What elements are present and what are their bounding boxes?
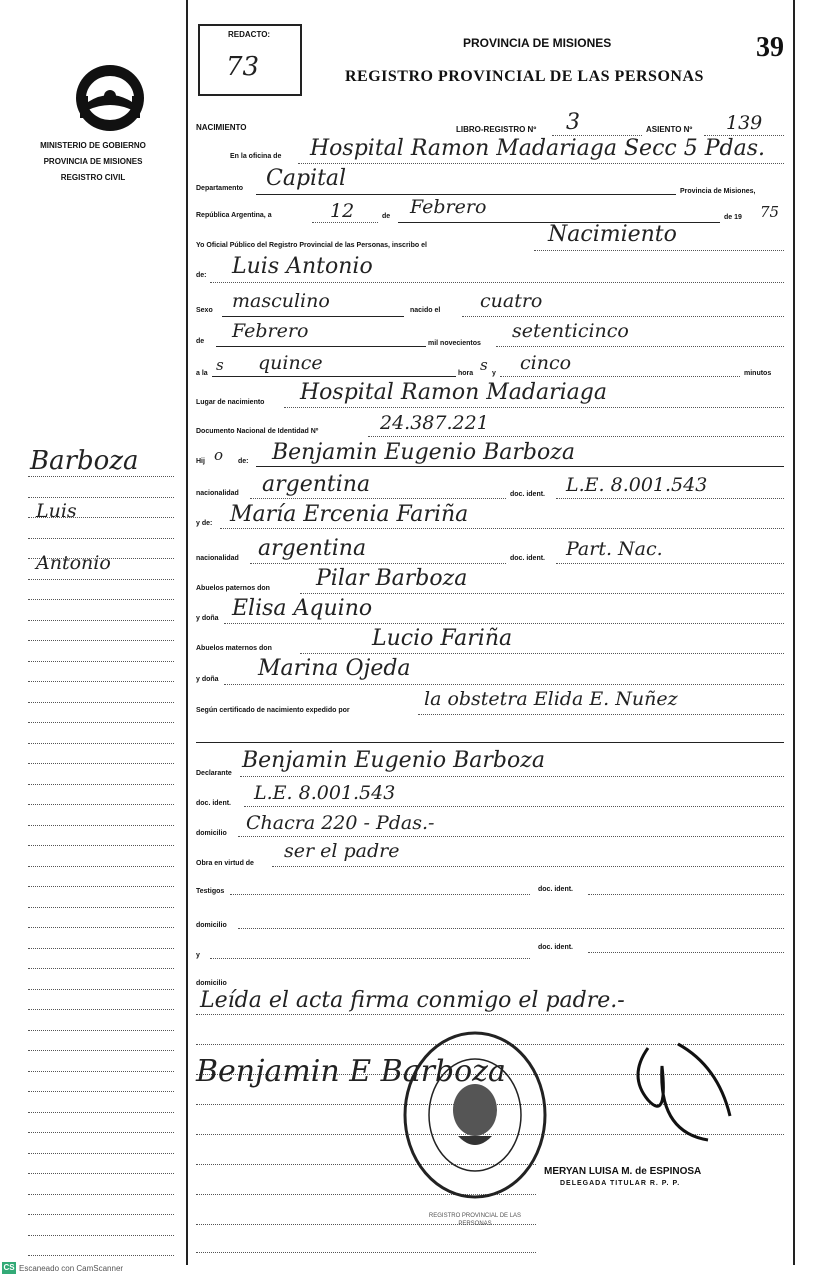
oficial-value: Nacimiento [548,222,677,247]
docident2-value: Part. Nac. [566,538,663,560]
margin-line [186,0,188,1265]
de-label: de [382,213,391,220]
dotline [418,714,784,715]
redacto-label: REDACTO: [228,30,271,39]
rule [196,742,784,743]
rule [222,316,404,317]
dotline [556,563,784,564]
abmat-value: Lucio Fariña [372,626,513,651]
nacimiento-label: NACIMIENTO [196,123,247,132]
margin-dotline [28,845,174,846]
camscanner-icon: CS [3,1263,15,1272]
margin-dotline [28,784,174,785]
margin-dotline [28,968,174,969]
ydona2-value: Marina Ojeda [258,656,411,681]
nac1-value: argentina [262,472,371,497]
margin-dotline [28,579,174,580]
dotline [244,806,784,807]
margin-dotline [28,1009,174,1010]
asiento-value: 139 [726,112,763,134]
domicilio1-label: domicilio [196,830,227,837]
oficina-label: En la oficina de [230,153,282,160]
sexo-value: masculino [232,290,330,312]
docident5-label: doc. ident. [538,944,573,951]
lugar-value: Hospital Ramon Madariaga [300,380,607,405]
dotline [368,436,784,437]
dotline [272,866,784,867]
margin-dotline [28,722,174,723]
oficina-value: Hospital Ramon Madariaga Secc 5 Pdas. [310,136,765,161]
de3-label: de [196,338,205,345]
docident3-value: L.E. 8.001.543 [254,782,396,804]
nombre-value: Luis Antonio [232,254,373,279]
margin-dotline [28,804,174,805]
dotline [250,563,506,564]
dotline [210,282,784,283]
margin-dotline [28,1030,174,1031]
dotline [298,163,784,164]
dotline [500,376,740,377]
officer-name: MERYAN LUISA M. de ESPINOSA [544,1166,702,1177]
margin-dotline [28,989,174,990]
seal-text: REGISTRO PROVINCIAL DE LAS PERSONAS [428,1213,522,1227]
page-number: 39 [756,32,784,63]
mes-value: Febrero [410,196,487,218]
obra-value: ser el padre [284,840,400,862]
hijo-suffix: o [214,446,224,464]
dotline [238,928,784,929]
dotline [220,528,784,529]
margin-dotline [28,702,174,703]
certificado-label: Según certificado de nacimiento expedido por [196,707,350,714]
obra-label: Obra en virtud de [196,860,254,867]
ministry-line: REGISTRO CIVIL [60,173,126,182]
margin-dotline [28,1091,174,1092]
dni-label: Documento Nacional de Identidad Nº [196,428,319,435]
nac1-label: nacionalidad [196,490,239,497]
hora-suffix: s [480,356,488,374]
dotline [238,836,784,837]
margin-dotline [28,1112,174,1113]
margin-dotline [28,886,174,887]
margin-dotline [28,640,174,641]
dotline [300,593,784,594]
nota-value: Leída el acta firma conmigo el padre.- [200,988,625,1013]
domicilio2-label: domicilio [196,922,227,929]
margin-dotline [28,1132,174,1133]
dotline [250,498,506,499]
certificado-value: la obstetra Elida E. Nuñez [424,688,678,710]
asiento-label: ASIENTO Nº [646,125,693,134]
dotline [534,250,784,251]
declarant-signature: Benjamin E Barboza [196,1054,506,1089]
officer-signature [618,1036,768,1146]
coat-of-arms-icon [72,62,148,134]
margin-note-name2: Antonio [36,552,111,574]
margin-dotline [28,1235,174,1236]
y-label: y [492,370,496,377]
dotline [240,776,784,777]
testigos-label: Testigos [196,888,225,895]
margin-dotline [28,599,174,600]
nacido-value: cuatro [480,290,543,312]
domicilio1-value: Chacra 220 - Pdas.- [246,812,435,834]
dni-value: 24.387.221 [380,412,489,434]
margin-dotline [28,1255,174,1256]
redacto-value: 73 [226,52,260,82]
scanner-footer: Escaneado con CamScanner [19,1264,124,1273]
margin-note-surname: Barboza [30,446,139,476]
ministry-line: PROVINCIA DE MISIONES [43,157,143,166]
padre-value: Benjamin Eugenio Barboza [272,440,575,465]
margin-dotline [28,743,174,744]
margin-dotline [28,1194,174,1195]
dotline [196,1014,784,1015]
lugar-label: Lugar de nacimiento [196,399,265,406]
margin-dotline [28,476,174,477]
yde-label: y de: [196,520,213,527]
dotline [588,952,784,953]
ydona1-label: y doña [196,615,219,622]
dia-value: 12 [330,200,355,222]
dotline [224,684,784,685]
margin-dotline [28,620,174,621]
margin-dotline [28,948,174,949]
mes-nac-value: Febrero [232,320,309,342]
dotline [230,894,530,895]
margin-dotline [28,681,174,682]
margin-dotline [28,497,174,498]
hora-value: quince [258,352,323,374]
dotline [496,346,784,347]
declarante-value: Benjamin Eugenio Barboza [242,748,545,773]
margin-dotline [28,825,174,826]
nac2-value: argentina [258,536,367,561]
dotline [300,653,784,654]
abmat-label: Abuelos maternos don [196,645,272,652]
hijo-label: Hij [196,458,205,465]
rule [212,376,456,377]
provincia-label: Provincia de Misiones, [680,188,756,195]
officer-title: DELEGADA TITULAR R. P. P. [560,1180,681,1187]
dotline [312,222,378,223]
dotline [224,623,784,624]
right-edge-line [793,0,795,1265]
margin-dotline [28,1214,174,1215]
ala-label: a la [196,370,208,377]
ala-prefix: s [216,356,224,374]
domicilio3-label: domicilio [196,980,227,987]
dotline [210,958,530,959]
departamento-label: Departamento [196,185,244,192]
dotline [462,316,784,317]
anio-value: 75 [760,203,780,221]
abpat-label: Abuelos paternos don [196,585,270,592]
margin-dotline [28,763,174,764]
ydona1-value: Elisa Aquino [232,596,373,621]
docident3-label: doc. ident. [196,800,231,807]
libro-value: 3 [566,110,580,135]
minutos-value: cinco [520,352,572,374]
margin-dotline [28,866,174,867]
de2-label: de: [196,272,207,279]
dotline [556,498,784,499]
docident4-label: doc. ident. [538,886,573,893]
margin-dotline [28,907,174,908]
abpat-value: Pilar Barboza [316,566,468,591]
margin-dotline [28,1050,174,1051]
nac2-label: nacionalidad [196,555,239,562]
docident1-label: doc. ident. [510,491,545,498]
minutos-label: minutos [744,370,772,377]
anio-nac-value: setenticinco [512,320,629,342]
registry-title: REGISTRO PROVINCIAL DE LAS PERSONAS [345,68,704,85]
redacto-box [198,24,302,96]
form-dotline [196,1252,536,1253]
rule [256,466,784,467]
ministry-line: MINISTERIO DE GOBIERNO [40,141,146,150]
ydona2-label: y doña [196,676,219,683]
anio-label: de 19 [724,214,742,221]
sexo-label: Sexo [196,307,213,314]
docident2-label: doc. ident. [510,555,545,562]
margin-dotline [28,661,174,662]
margin-dotline [28,1153,174,1154]
mil-label: mil novecientos [428,340,481,347]
margin-dotline [28,538,174,539]
rule [216,346,426,347]
margin-dotline [28,558,174,559]
republica-label: República Argentina, a [196,212,272,219]
margin-dotline [28,1071,174,1072]
hora-label: hora [458,370,474,377]
hijo-de-label: de: [238,458,249,465]
dotline [588,894,784,895]
province-title: PROVINCIA DE MISIONES [463,36,612,50]
oficial-label: Yo Oficial Público del Registro Provincial de las Personas, inscribo el [196,242,427,249]
rule [256,194,676,195]
y2-label: y [196,952,200,959]
margin-dotline [28,1173,174,1174]
margin-note-name1: Luis [36,500,77,522]
declarante-label: Declarante [196,770,232,777]
nacido-label: nacido el [410,307,441,314]
departamento-value: Capital [266,166,347,191]
dotline [284,407,784,408]
madre-value: María Ercenia Fariña [230,502,469,527]
docident1-value: L.E. 8.001.543 [566,474,708,496]
margin-dotline [28,927,174,928]
libro-label: LIBRO-REGISTRO Nº [456,125,537,134]
margin-dotline [28,517,174,518]
